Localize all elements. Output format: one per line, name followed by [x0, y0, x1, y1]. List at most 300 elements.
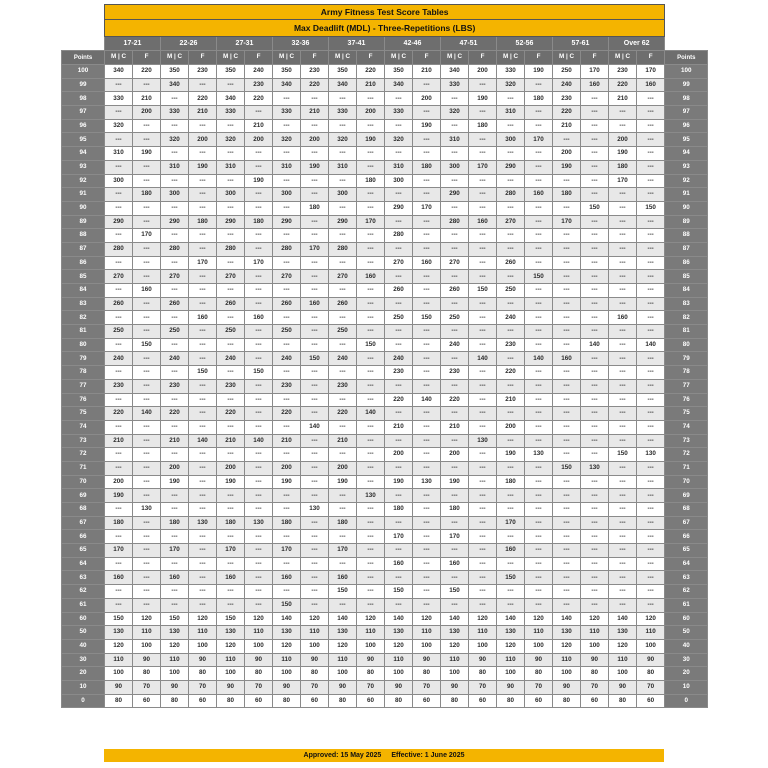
- f-value-cell: ---: [133, 78, 161, 92]
- points-cell: 90: [665, 201, 708, 215]
- mc-value-cell: ---: [385, 544, 413, 558]
- mc-value-cell: 160: [161, 571, 189, 585]
- f-column-header: F: [469, 51, 497, 65]
- mc-value-cell: 230: [441, 366, 469, 380]
- f-value-cell: ---: [357, 325, 385, 339]
- mc-value-cell: 250: [105, 325, 133, 339]
- table-row: [62, 530, 708, 544]
- f-value-cell: ---: [357, 571, 385, 585]
- table-row: [62, 174, 708, 188]
- f-value-cell: ---: [637, 311, 665, 325]
- f-value-cell: 60: [637, 694, 665, 708]
- mc-value-cell: ---: [553, 256, 581, 270]
- f-value-cell: 120: [469, 612, 497, 626]
- f-value-cell: ---: [637, 366, 665, 380]
- mc-value-cell: 230: [105, 379, 133, 393]
- mc-value-cell: 300: [385, 174, 413, 188]
- mc-value-cell: ---: [497, 557, 525, 571]
- mc-value-cell: ---: [441, 516, 469, 530]
- f-value-cell: ---: [245, 297, 273, 311]
- mc-value-cell: 290: [105, 215, 133, 229]
- f-value-cell: ---: [469, 475, 497, 489]
- mc-value-cell: ---: [441, 544, 469, 558]
- mc-value-cell: 310: [161, 160, 189, 174]
- mc-value-cell: 330: [385, 106, 413, 120]
- points-cell: 99: [665, 78, 708, 92]
- f-value-cell: 180: [357, 174, 385, 188]
- mc-value-cell: 350: [329, 65, 357, 79]
- f-value-cell: 70: [357, 680, 385, 694]
- f-value-cell: ---: [301, 434, 329, 448]
- mc-value-cell: 330: [497, 65, 525, 79]
- f-value-cell: ---: [581, 284, 609, 298]
- f-value-cell: ---: [469, 78, 497, 92]
- table-row: [62, 379, 708, 393]
- table-row: [62, 325, 708, 339]
- mc-value-cell: ---: [385, 270, 413, 284]
- mc-value-cell: ---: [161, 489, 189, 503]
- points-cell: 81: [62, 325, 105, 339]
- f-value-cell: ---: [301, 229, 329, 243]
- f-value-cell: 140: [525, 352, 553, 366]
- f-value-cell: 190: [413, 119, 441, 133]
- f-value-cell: ---: [525, 242, 553, 256]
- mc-value-cell: ---: [441, 297, 469, 311]
- f-value-cell: ---: [189, 338, 217, 352]
- points-cell: 83: [665, 297, 708, 311]
- mc-value-cell: 150: [161, 612, 189, 626]
- mc-value-cell: ---: [161, 585, 189, 599]
- age-group-header: 52-56: [497, 37, 553, 51]
- table-row: [62, 133, 708, 147]
- f-value-cell: ---: [189, 407, 217, 421]
- mc-value-cell: 100: [385, 667, 413, 681]
- mc-value-cell: 290: [385, 201, 413, 215]
- mc-value-cell: ---: [273, 92, 301, 106]
- points-cell: 84: [62, 284, 105, 298]
- f-value-cell: 140: [469, 352, 497, 366]
- f-value-cell: ---: [637, 188, 665, 202]
- mc-value-cell: ---: [497, 174, 525, 188]
- mc-value-cell: 340: [161, 78, 189, 92]
- mc-value-cell: ---: [329, 92, 357, 106]
- f-value-cell: 80: [245, 667, 273, 681]
- points-cell: 68: [665, 503, 708, 517]
- mc-column-header: M | C: [273, 51, 301, 65]
- table-row: [62, 448, 708, 462]
- f-value-cell: ---: [581, 489, 609, 503]
- f-value-cell: ---: [133, 201, 161, 215]
- mc-value-cell: 180: [441, 503, 469, 517]
- f-value-cell: 90: [189, 653, 217, 667]
- f-value-cell: ---: [189, 242, 217, 256]
- f-value-cell: ---: [413, 557, 441, 571]
- mc-value-cell: ---: [609, 585, 637, 599]
- f-value-cell: 230: [245, 78, 273, 92]
- mc-value-cell: 100: [497, 667, 525, 681]
- f-value-cell: 160: [189, 311, 217, 325]
- mc-value-cell: ---: [497, 229, 525, 243]
- mc-value-cell: ---: [553, 229, 581, 243]
- f-value-cell: ---: [133, 420, 161, 434]
- mc-value-cell: 130: [553, 626, 581, 640]
- f-value-cell: ---: [189, 475, 217, 489]
- points-cell: 100: [665, 65, 708, 79]
- f-value-cell: ---: [413, 147, 441, 161]
- mc-value-cell: 210: [553, 119, 581, 133]
- age-group-header: 57-61: [553, 37, 609, 51]
- mc-value-cell: 280: [161, 242, 189, 256]
- f-value-cell: ---: [581, 270, 609, 284]
- mc-value-cell: 240: [385, 352, 413, 366]
- mc-value-cell: ---: [161, 557, 189, 571]
- f-value-cell: ---: [301, 407, 329, 421]
- f-value-cell: 130: [581, 461, 609, 475]
- points-cell: 74: [62, 420, 105, 434]
- mc-value-cell: ---: [553, 201, 581, 215]
- f-value-cell: 100: [525, 639, 553, 653]
- f-value-cell: 150: [301, 352, 329, 366]
- points-cell: 80: [62, 338, 105, 352]
- mc-value-cell: ---: [385, 325, 413, 339]
- mc-value-cell: 250: [161, 325, 189, 339]
- points-cell: 98: [665, 92, 708, 106]
- f-value-cell: 120: [581, 612, 609, 626]
- corner-blank: [665, 20, 708, 37]
- f-value-cell: 60: [189, 694, 217, 708]
- f-value-cell: ---: [357, 92, 385, 106]
- f-value-cell: ---: [525, 393, 553, 407]
- mc-value-cell: 170: [329, 544, 357, 558]
- mc-value-cell: ---: [609, 106, 637, 120]
- points-cell: 79: [665, 352, 708, 366]
- points-cell: 64: [665, 557, 708, 571]
- f-value-cell: 130: [413, 475, 441, 489]
- mc-value-cell: ---: [441, 119, 469, 133]
- points-cell: 66: [62, 530, 105, 544]
- mc-value-cell: 230: [553, 92, 581, 106]
- f-value-cell: ---: [413, 325, 441, 339]
- f-value-cell: ---: [637, 530, 665, 544]
- f-value-cell: ---: [245, 160, 273, 174]
- f-value-cell: ---: [133, 215, 161, 229]
- f-value-cell: ---: [357, 475, 385, 489]
- mc-value-cell: 300: [329, 188, 357, 202]
- mc-value-cell: ---: [553, 407, 581, 421]
- f-value-cell: ---: [357, 530, 385, 544]
- points-cell: 72: [665, 448, 708, 462]
- f-value-cell: ---: [133, 119, 161, 133]
- f-value-cell: ---: [413, 297, 441, 311]
- mc-value-cell: ---: [609, 297, 637, 311]
- table-row: [62, 407, 708, 421]
- f-value-cell: 130: [133, 503, 161, 517]
- f-value-cell: ---: [581, 585, 609, 599]
- f-value-cell: ---: [469, 201, 497, 215]
- mc-value-cell: 80: [329, 694, 357, 708]
- f-value-cell: ---: [581, 420, 609, 434]
- mc-value-cell: ---: [329, 147, 357, 161]
- f-value-cell: 80: [637, 667, 665, 681]
- mc-value-cell: 300: [497, 133, 525, 147]
- f-value-cell: ---: [357, 160, 385, 174]
- mc-value-cell: ---: [441, 461, 469, 475]
- f-value-cell: ---: [133, 311, 161, 325]
- mc-value-cell: 130: [609, 626, 637, 640]
- f-value-cell: ---: [469, 188, 497, 202]
- f-value-cell: ---: [525, 297, 553, 311]
- mc-value-cell: ---: [217, 557, 245, 571]
- mc-value-cell: ---: [217, 147, 245, 161]
- points-cell: 88: [665, 229, 708, 243]
- mc-value-cell: ---: [385, 571, 413, 585]
- f-value-cell: ---: [581, 242, 609, 256]
- f-value-cell: ---: [189, 448, 217, 462]
- points-cell: 82: [62, 311, 105, 325]
- mc-value-cell: 300: [273, 188, 301, 202]
- mc-value-cell: 300: [217, 188, 245, 202]
- points-cell: 61: [665, 598, 708, 612]
- f-value-cell: ---: [525, 503, 553, 517]
- f-value-cell: 200: [245, 133, 273, 147]
- mc-value-cell: 280: [497, 188, 525, 202]
- mc-value-cell: ---: [161, 338, 189, 352]
- mc-value-cell: 130: [217, 626, 245, 640]
- mc-value-cell: 280: [441, 215, 469, 229]
- corner-blank: [665, 37, 708, 51]
- f-value-cell: ---: [413, 448, 441, 462]
- mc-value-cell: 110: [273, 653, 301, 667]
- f-value-cell: ---: [189, 270, 217, 284]
- mc-value-cell: 190: [105, 489, 133, 503]
- f-value-cell: 160: [581, 78, 609, 92]
- f-value-cell: ---: [133, 434, 161, 448]
- points-cell: 74: [665, 420, 708, 434]
- points-cell: 69: [62, 489, 105, 503]
- mc-value-cell: ---: [329, 393, 357, 407]
- f-value-cell: ---: [469, 270, 497, 284]
- mc-value-cell: 100: [161, 667, 189, 681]
- table-row: [62, 585, 708, 599]
- mc-value-cell: ---: [329, 420, 357, 434]
- points-cell: 77: [62, 379, 105, 393]
- f-value-cell: 100: [357, 639, 385, 653]
- table-row: [62, 119, 708, 133]
- mc-value-cell: 140: [329, 612, 357, 626]
- points-cell: 73: [665, 434, 708, 448]
- mc-value-cell: ---: [105, 585, 133, 599]
- points-cell: 85: [665, 270, 708, 284]
- f-value-cell: 180: [469, 119, 497, 133]
- f-value-cell: 180: [189, 215, 217, 229]
- f-value-cell: ---: [637, 147, 665, 161]
- mc-value-cell: ---: [217, 256, 245, 270]
- table-row: [62, 516, 708, 530]
- points-cell: 95: [62, 133, 105, 147]
- points-cell: 40: [62, 639, 105, 653]
- mc-value-cell: 270: [105, 270, 133, 284]
- mc-value-cell: ---: [441, 434, 469, 448]
- mc-value-cell: ---: [161, 598, 189, 612]
- mc-value-cell: ---: [553, 338, 581, 352]
- table-row: [62, 338, 708, 352]
- mc-value-cell: ---: [609, 475, 637, 489]
- mc-value-cell: 270: [217, 270, 245, 284]
- f-value-cell: ---: [637, 475, 665, 489]
- mc-value-cell: ---: [105, 461, 133, 475]
- mc-value-cell: ---: [217, 598, 245, 612]
- mc-value-cell: 340: [105, 65, 133, 79]
- f-value-cell: 70: [133, 680, 161, 694]
- f-value-cell: 110: [469, 626, 497, 640]
- mc-value-cell: ---: [217, 284, 245, 298]
- points-cell: 50: [665, 626, 708, 640]
- f-value-cell: ---: [525, 256, 553, 270]
- mc-value-cell: 210: [497, 393, 525, 407]
- mc-value-cell: ---: [609, 434, 637, 448]
- f-value-cell: 200: [469, 65, 497, 79]
- mc-value-cell: ---: [329, 284, 357, 298]
- f-value-cell: 170: [189, 256, 217, 270]
- mc-value-cell: ---: [273, 489, 301, 503]
- f-value-cell: ---: [581, 598, 609, 612]
- mc-value-cell: 90: [105, 680, 133, 694]
- f-value-cell: ---: [637, 434, 665, 448]
- f-value-cell: ---: [413, 461, 441, 475]
- f-value-cell: 170: [525, 133, 553, 147]
- mc-value-cell: ---: [441, 352, 469, 366]
- points-cell: 30: [62, 653, 105, 667]
- f-value-cell: ---: [413, 530, 441, 544]
- mc-value-cell: 240: [553, 78, 581, 92]
- f-value-cell: ---: [469, 503, 497, 517]
- table-row: [62, 106, 708, 120]
- mc-value-cell: ---: [161, 174, 189, 188]
- f-value-cell: ---: [581, 188, 609, 202]
- f-value-cell: 110: [637, 626, 665, 640]
- table-row: [62, 503, 708, 517]
- mc-value-cell: 130: [273, 626, 301, 640]
- f-value-cell: ---: [245, 106, 273, 120]
- points-cell: 92: [62, 174, 105, 188]
- mc-value-cell: 350: [273, 65, 301, 79]
- f-value-cell: 110: [525, 626, 553, 640]
- mc-value-cell: 110: [497, 653, 525, 667]
- mc-value-cell: 170: [273, 544, 301, 558]
- f-value-cell: ---: [637, 516, 665, 530]
- mc-value-cell: ---: [217, 119, 245, 133]
- mc-value-cell: ---: [497, 352, 525, 366]
- f-value-cell: ---: [525, 160, 553, 174]
- mc-value-cell: 150: [385, 585, 413, 599]
- points-cell: 72: [62, 448, 105, 462]
- f-value-cell: ---: [637, 92, 665, 106]
- f-value-cell: ---: [301, 284, 329, 298]
- f-value-cell: 90: [133, 653, 161, 667]
- f-value-cell: ---: [525, 571, 553, 585]
- mc-value-cell: ---: [553, 503, 581, 517]
- table-row: [62, 393, 708, 407]
- f-value-cell: 80: [357, 667, 385, 681]
- f-value-cell: ---: [581, 366, 609, 380]
- f-value-cell: 140: [581, 338, 609, 352]
- f-value-cell: 160: [469, 215, 497, 229]
- mc-value-cell: 220: [329, 407, 357, 421]
- mc-value-cell: 150: [609, 448, 637, 462]
- f-value-cell: ---: [357, 188, 385, 202]
- f-value-cell: 80: [469, 667, 497, 681]
- points-cell: 60: [665, 612, 708, 626]
- mc-value-cell: ---: [441, 379, 469, 393]
- f-value-cell: 210: [189, 106, 217, 120]
- f-value-cell: ---: [245, 461, 273, 475]
- f-value-cell: ---: [189, 229, 217, 243]
- mc-value-cell: 320: [385, 133, 413, 147]
- f-value-cell: ---: [357, 147, 385, 161]
- f-value-cell: 170: [301, 242, 329, 256]
- mc-value-cell: 140: [609, 612, 637, 626]
- points-cell: 73: [62, 434, 105, 448]
- mc-value-cell: 200: [553, 147, 581, 161]
- f-value-cell: ---: [581, 215, 609, 229]
- mc-value-cell: 250: [385, 311, 413, 325]
- f-value-cell: ---: [189, 489, 217, 503]
- age-group-header: 42-46: [385, 37, 441, 51]
- f-value-cell: ---: [189, 119, 217, 133]
- mc-value-cell: 160: [441, 557, 469, 571]
- points-cell: 75: [62, 407, 105, 421]
- f-value-cell: ---: [469, 297, 497, 311]
- mc-value-cell: 270: [385, 256, 413, 270]
- f-value-cell: ---: [525, 338, 553, 352]
- mc-value-cell: 220: [105, 407, 133, 421]
- points-cell: 76: [62, 393, 105, 407]
- f-column-header: F: [525, 51, 553, 65]
- points-cell: 81: [665, 325, 708, 339]
- f-value-cell: ---: [357, 284, 385, 298]
- mc-value-cell: 180: [385, 503, 413, 517]
- mc-value-cell: ---: [609, 188, 637, 202]
- mc-value-cell: 230: [161, 379, 189, 393]
- points-cell: 70: [665, 475, 708, 489]
- points-cell: 97: [62, 106, 105, 120]
- mc-value-cell: ---: [273, 393, 301, 407]
- f-value-cell: 130: [469, 434, 497, 448]
- mc-value-cell: ---: [609, 461, 637, 475]
- f-value-cell: ---: [357, 420, 385, 434]
- mc-value-cell: 180: [553, 188, 581, 202]
- mc-value-cell: 210: [161, 434, 189, 448]
- mc-value-cell: ---: [273, 174, 301, 188]
- mc-value-cell: 270: [273, 270, 301, 284]
- mc-value-cell: ---: [105, 366, 133, 380]
- age-group-header: 17-21: [105, 37, 161, 51]
- mc-value-cell: 140: [553, 612, 581, 626]
- mc-value-cell: 90: [497, 680, 525, 694]
- mc-value-cell: ---: [497, 297, 525, 311]
- f-value-cell: ---: [525, 516, 553, 530]
- mc-value-cell: ---: [385, 119, 413, 133]
- f-value-cell: ---: [469, 461, 497, 475]
- mc-value-cell: 170: [497, 516, 525, 530]
- mc-value-cell: ---: [609, 229, 637, 243]
- f-value-cell: 110: [301, 626, 329, 640]
- mc-value-cell: 130: [329, 626, 357, 640]
- mc-value-cell: 200: [161, 461, 189, 475]
- f-value-cell: ---: [301, 188, 329, 202]
- mc-value-cell: 110: [385, 653, 413, 667]
- mc-value-cell: ---: [217, 503, 245, 517]
